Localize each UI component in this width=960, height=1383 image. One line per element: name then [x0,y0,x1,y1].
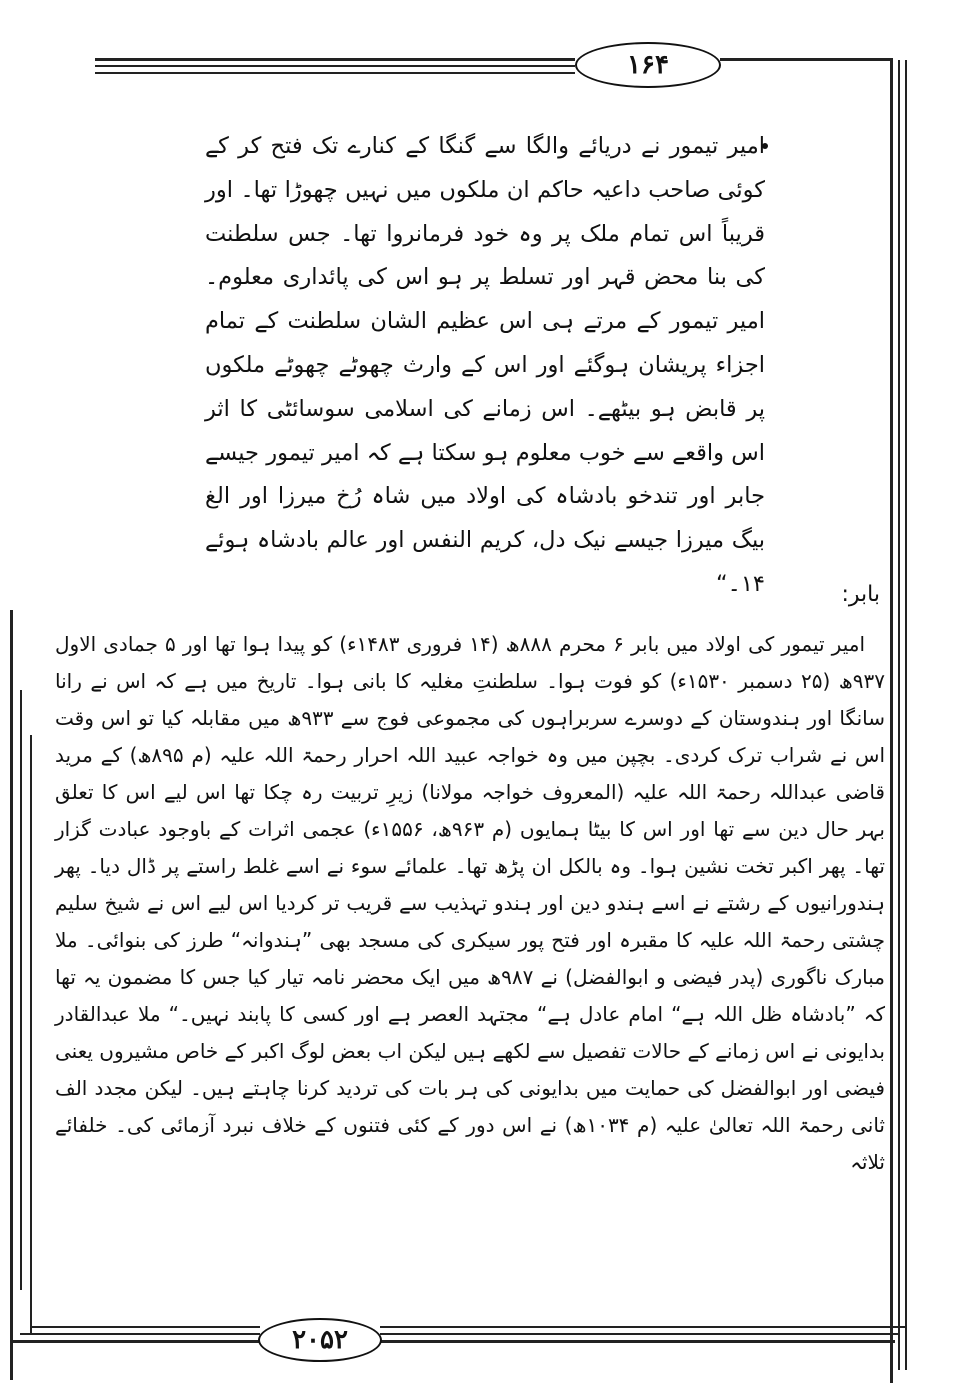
frame-bottom-line-2 [20,1333,260,1335]
body-paragraph: امیر تیمور کی اولاد میں بابر ۶ محرم ۸۸۸ھ (۱۴ فروری ۱۴۸۳ء) کو پیدا ہوا تھا اور ۵ جمادی الاول ۹۳۷ھ (۲۵ دسمبر ۱۵۳۰ء) کو فوت ہوا۔ سلطنتِ مغلیہ کا بانی ہوا۔ تاریخ میں ہے کہ اس نے رانا سانگا اور ہندوستان کے دوسرے سربراہوں کی مجموعی فوج سے ۹۳۳ھ میں مقابلہ کیا تو اس وقت اس نے شراب ترک کردی۔ بچپن میں وہ خواجہ عبید اللہ احرار رحمۃ اللہ علیہ (م ۸۹۵ھ) کے مرید قاضی عبداللہ رحمۃ اللہ علیہ (المعروف خواجہ مولانا) زیرِ تربیت رہ چکا تھا اس لیے اس کا تعلق بہر حال دین سے تھا اور اس کا بیٹا ہمایوں (م ۹۶۳ھ، ۱۵۵۶ء) عجمی اثرات کے باوجود عبادت گزار تھا۔ پھر اکبر تخت نشین ہوا۔ وہ بالکل ان پڑھ تھا۔ علمائے سوء نے اسے غلط راستے پر ڈال دیا۔ پھر ہندورانیوں کے رشتے نے اسے ہندو دین اور ہندو تہذیب سے قریب تر کردیا اس لیے اس نے شیخ سلیم چشتی رحمۃ اللہ علیہ کا مقبرہ اور فتح پور سیکری کی مسجد بھی ”ہندوانہ“ طرز کی بنوائی۔ ملا مبارک ناگوری (پدر فیضی و ابوالفضل) نے ۹۸۷ھ میں ایک محضر نامہ تیار کیا جس کا مضمون یہ تھا کہ ”بادشاہ ظل اللہ ہے“ امام عادل ہے“ مجتہد العصر ہے اور کسی کا پابند نہیں۔“ ملا عبدالقادر بدایونی نے اس زمانے کے حالات تفصیل سے لکھے ہیں لیکن اب بعض لوگ اکبر کے خاص مشیروں یعنی فیضی اور ابوالفضل کی حمایت میں بدایونی کی ہر بات کی تردید کرنا چاہتے ہیں۔ لیکن مجدد الف ثانی رحمۃ اللہ تعالیٰ علیہ (م ۱۰۳۴ھ) نے اس دور کے کئی فتنوں کے خلاف نبرد آزمائی کی۔ خلفائے ثلاثہ [55,632,886,1174]
quote-block [205,125,765,607]
frame-bottom-right-line-2 [380,1333,900,1335]
quote-text: امیر تیمور نے دریائے والگا سے گنگا کے کنارے تک فتح کر کے کوئی صاحب داعیہ حاکم ان ملکوں میں نہیں چھوڑا تھا۔ اور قریباً اس تمام ملک پر وہ خود فرمانروا تھا۔ جس سلطنت کی بنا محض قہر اور تسلط پر ہو اس کی پائداری معلوم۔ امیر تیمور کے مرتے ہی اس عظیم الشان سلطنت کے تمام اجزاء پریشان ہوگئے اور اس کے وارث چھوٹے چھوٹے ملکوں پر قابض ہو بیٹھے۔ اس زمانے کی اسلامی سوسائٹی کا اثر اس واقعے سے خوب معلوم ہو سکتا ہے کہ امیر تیمور جیسے جابر اور تندخو بادشاہ کی اولاد میں شاہ رُخ میرزا اور الغ بیگ میرزا جیسے نیک دل، کریم النفس اور عالم بادشاہ ہوئے ۱۴۔“ [205,133,765,597]
frame-bottom-line-3 [30,1326,260,1328]
frame-left-line-3 [30,735,32,1335]
frame-left-line-2 [20,690,22,1290]
section-heading: بابر: [841,582,880,607]
frame-top-line-1 [95,58,575,61]
frame-left-line-1 [10,610,13,1380]
frame-top-line-2 [95,65,575,67]
frame-bottom-right-line-3 [380,1326,905,1328]
top-page-number-text: ۱۶۴ [627,50,669,80]
frame-bottom-line-1 [10,1340,260,1343]
frame-right-line-3 [905,60,907,1370]
top-page-number [575,42,721,88]
frame-bottom-right-line-1 [380,1340,895,1343]
frame-right-line-1 [890,58,893,1383]
body-text-block [55,626,885,1181]
bottom-page-number [258,1318,382,1362]
bottom-page-number-text: ۲۰۵۲ [292,1325,348,1355]
frame-top-right-line [720,58,890,61]
frame-right-line-2 [898,60,900,1370]
frame-top-line-3 [95,72,575,74]
